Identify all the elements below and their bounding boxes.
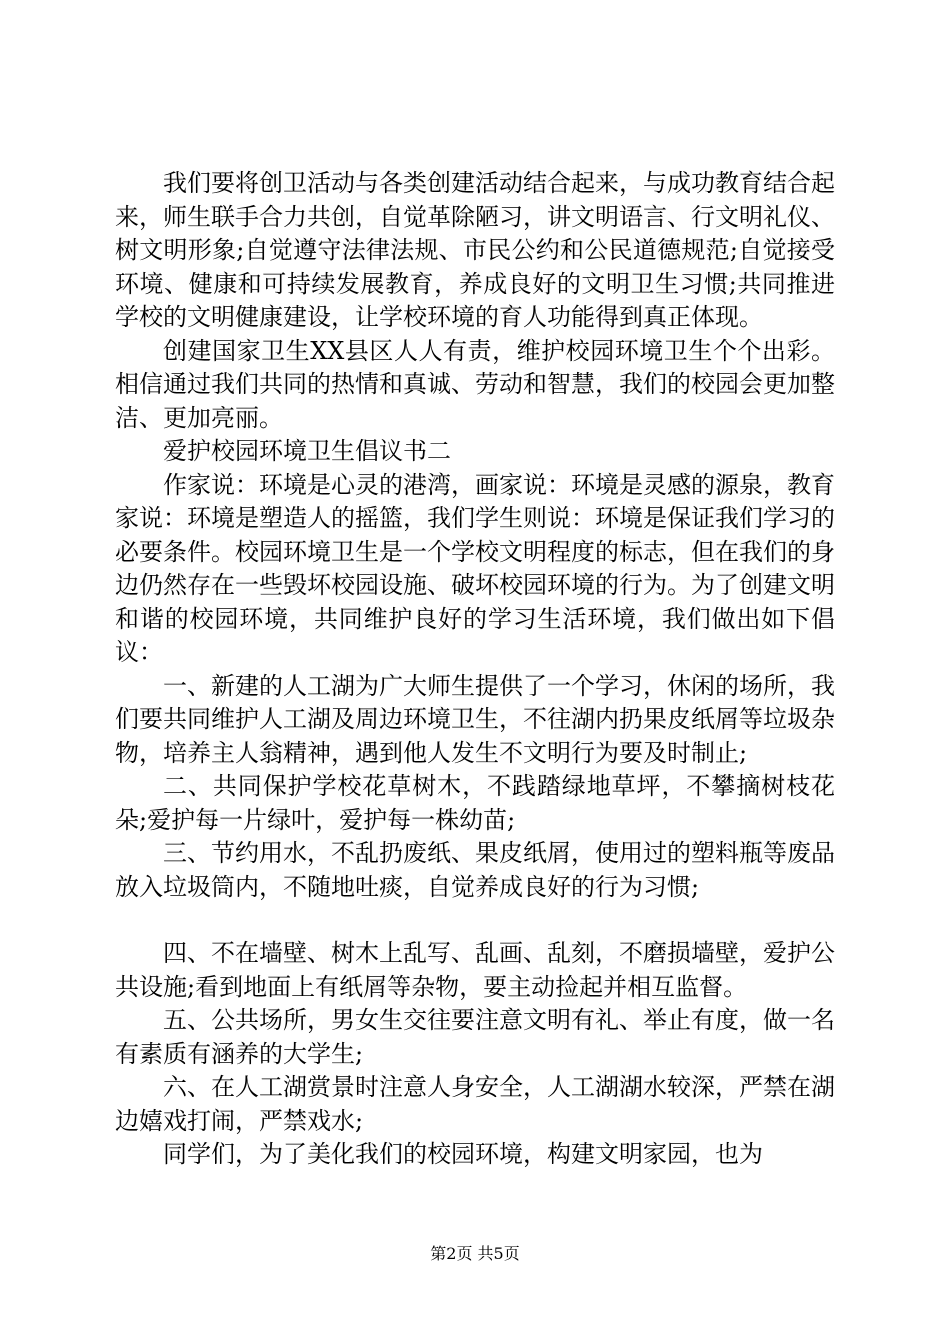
proposal-item-2: 二、共同保护学校花草树木，不践踏绿地草坪，不攀摘树枝花朵;爱护每一片绿叶，爱护每一株幼苗;: [115, 772, 835, 834]
closing-paragraph: 同学们，为了美化我们的校园环境，构建文明家园，也为: [163, 1140, 763, 1168]
paragraph-1: 我们要将创卫活动与各类创建活动结合起来，与成功教育结合起来，师生联手合力共创，自觉革除陋习，讲文明语言、行文明礼仪、树文明形象;自觉遵守法律法规、市民公约和公民道德规范;自觉接受环境、健康和可持续发展教育，养成良好的文明卫生习惯;共同推进学校的文明健康建设，让学校环境的育人功能得到真正体现。: [115, 169, 835, 331]
proposal-item-5: 五、公共场所，男女生交往要注意文明有礼、举止有度，做一名有素质有涵养的大学生;: [115, 1006, 835, 1068]
proposal-item-4: 四、不在墙壁、树木上乱写、乱画、乱刻，不磨损墙壁，爱护公共设施;看到地面上有纸屑等杂物，要主动捡起并相互监督。: [115, 939, 835, 1001]
page-number-footer: 第2页 共5页: [430, 1244, 520, 1263]
document-body: [115, 167, 835, 1172]
paragraph-intro: 作家说：环境是心灵的港湾，画家说：环境是灵感的源泉，教育家说：环境是塑造人的摇篮，我们学生则说：环境是保证我们学习的必要条件。校园环境卫生是一个学校文明程度的标志，但在我们的身边仍然存在一些毁坏校园设施、破坏校园环境的行为。为了创建文明和谐的校园环境，共同维护良好的学习生活环境，我们做出如下倡议：: [115, 470, 835, 666]
proposal-item-3: 三、节约用水，不乱扔废纸、果皮纸屑，使用过的塑料瓶等废品放入垃圾筒内，不随地吐痰，自觉养成良好的行为习惯;: [115, 839, 835, 901]
proposal-item-1: 一、新建的人工湖为广大师生提供了一个学习，休闲的场所，我们要共同维护人工湖及周边环境卫生，不往湖内扔果皮纸屑等垃圾杂物，培养主人翁精神，遇到他人发生不文明行为要及时制止;: [115, 671, 835, 767]
proposal-item-6: 六、在人工湖赏景时注意人身安全，人工湖湖水较深，严禁在湖边嬉戏打闹，严禁戏水;: [115, 1073, 835, 1135]
paragraph-2: 创建国家卫生XX县区人人有责，维护校园环境卫生个个出彩。相信通过我们共同的热情和真诚、劳动和智慧，我们的校园会更加整洁、更加亮丽。: [115, 336, 835, 432]
section-title: 爱护校园环境卫生倡议书二: [163, 437, 451, 465]
